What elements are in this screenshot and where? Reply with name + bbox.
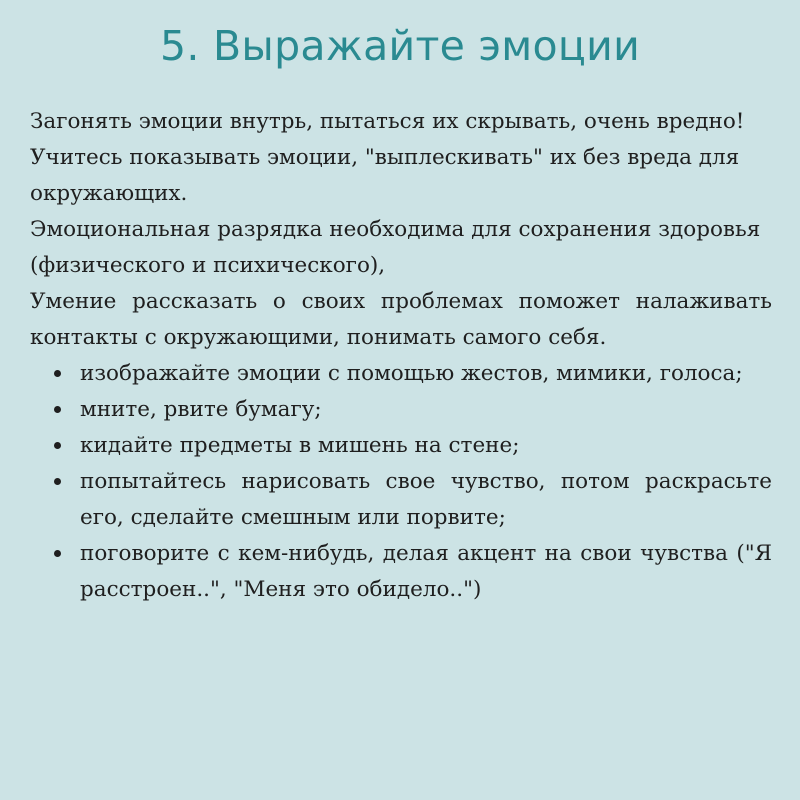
bullet-dot-icon [54, 370, 61, 377]
paragraph-warning: Загонять эмоции внутрь, пытаться их скрывать, очень вредно! [30, 109, 745, 134]
paragraph-discharge: Эмоциональная разрядка необходима для сохранения здоровья (физического и психического), [30, 217, 761, 278]
tips-list [30, 356, 772, 608]
bullet-dot-icon [54, 442, 61, 449]
list-item-text: попытайтесь нарисовать свое чувство, потом раскрасьте его, сделайте смешным или порвите; [80, 469, 772, 530]
list-item [80, 356, 772, 392]
list-item [80, 392, 772, 428]
bullet-dot-icon [54, 550, 61, 557]
paragraph-learn: Учитесь показывать эмоции, "выплескивать" их без вреда для окружающих. [30, 145, 740, 206]
bullet-dot-icon [54, 406, 61, 413]
paragraph-skill: Умение рассказать о своих проблемах поможет налаживать контакты с окружающими, понимать самого себя. [30, 289, 772, 350]
bullet-dot-icon [54, 478, 61, 485]
list-item-text: поговорите с кем-нибудь, делая акцент на свои чувства ("Я расстроен..", "Меня это обидело..") [80, 541, 772, 602]
list-item [80, 428, 772, 464]
list-item [80, 536, 772, 608]
list-item-text: изображайте эмоции с помощью жестов, мимики, голоса; [80, 361, 743, 386]
page-title: 5. Выражайте эмоции [159, 22, 641, 70]
list-item-text: мните, рвите бумагу; [80, 397, 322, 422]
body-text [30, 104, 772, 608]
list-item-text: кидайте предметы в мишень на стене; [80, 433, 520, 458]
list-item [80, 464, 772, 536]
